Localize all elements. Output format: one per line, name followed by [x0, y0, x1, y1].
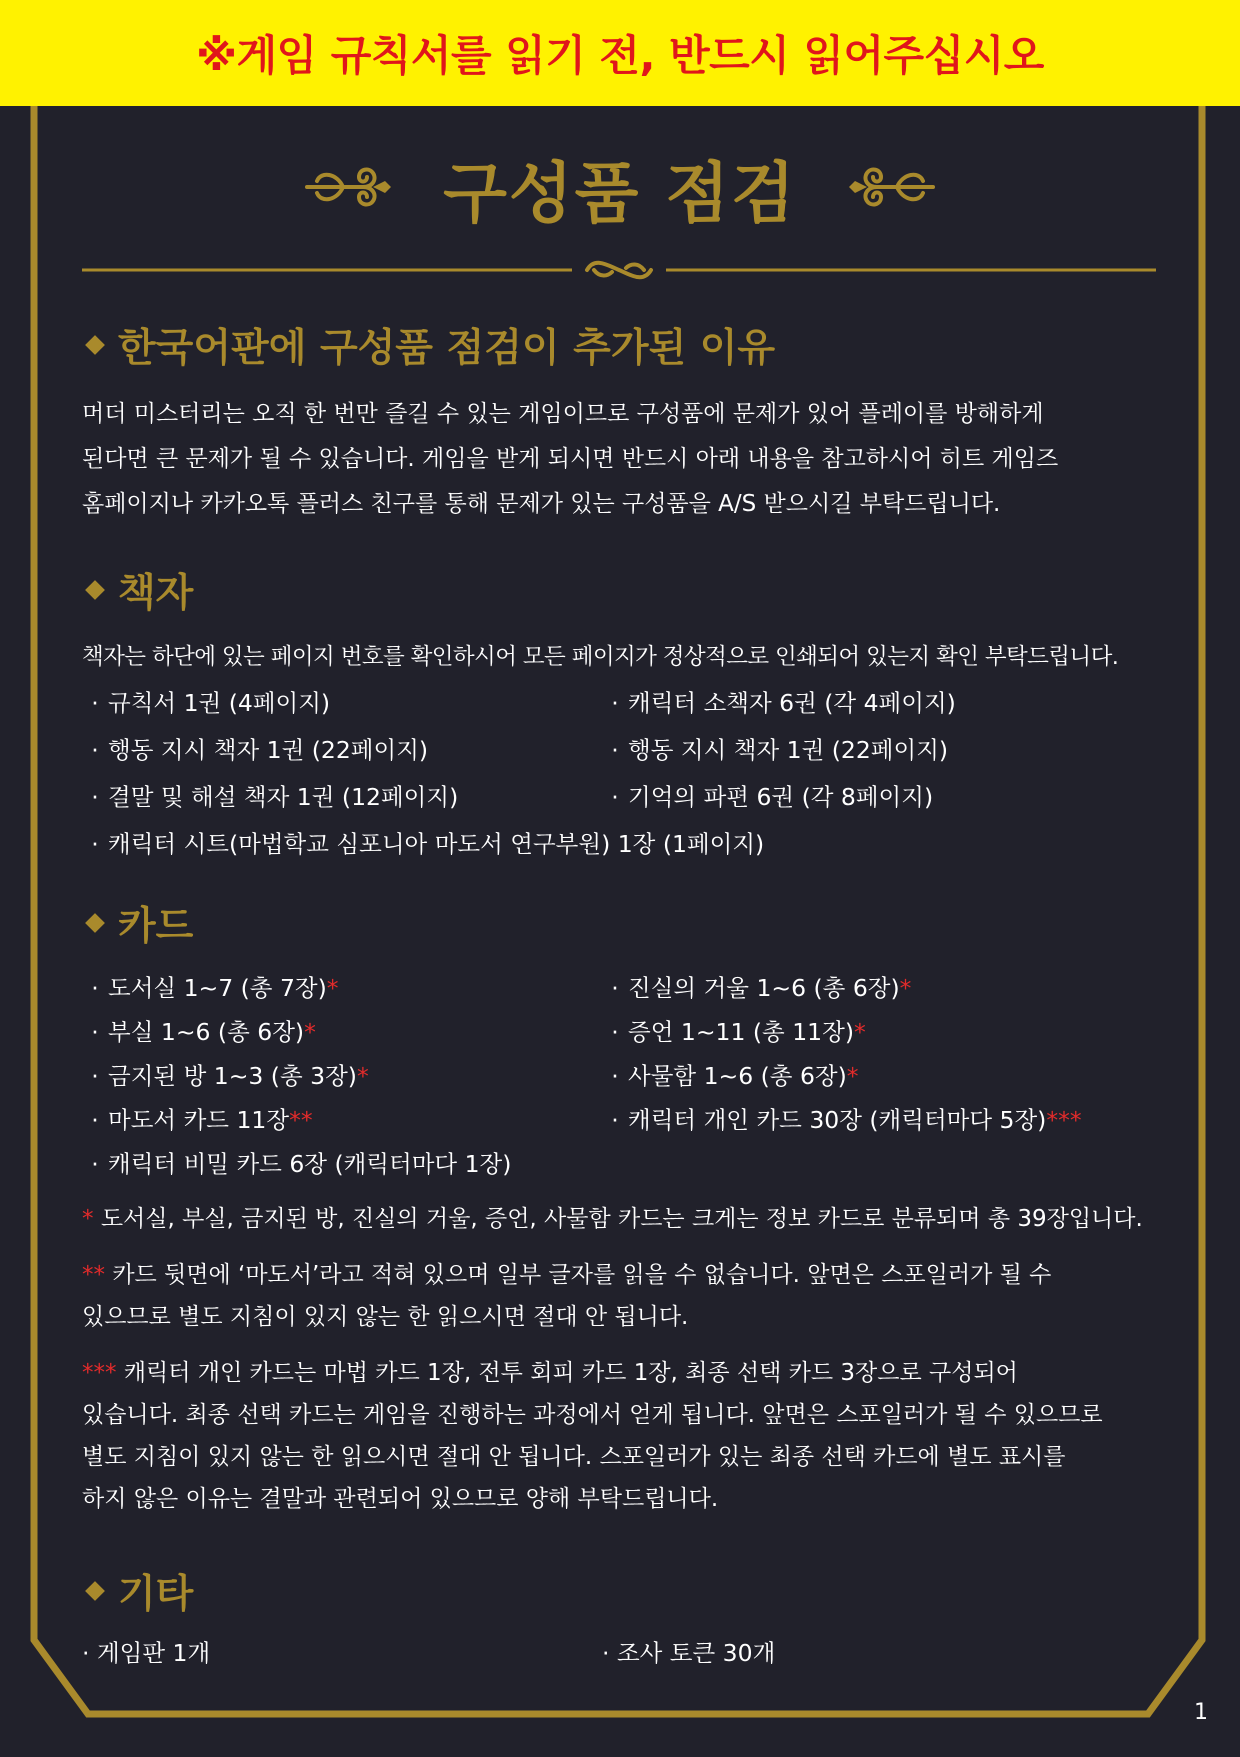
list-item: · 행동 지시 책자 1권 (22페이지) [611, 736, 949, 764]
footnote-text: 캐릭터 개인 카드는 마법 카드 1장, 전투 회피 카드 1장, 최종 선택 카드 3장으로 구성되어 [123, 1360, 1018, 1386]
heading-text: 카드 [118, 904, 194, 949]
footnote-text: 하지 않은 이유는 결말과 관련되어 있으므로 양해 부탁드립니다. [82, 1486, 719, 1512]
heading-text: 책자 [118, 571, 194, 616]
section-heading-cards [82, 888, 1162, 958]
list-item: · 규칙서 1권 (4페이지) [91, 689, 331, 717]
footnote-text: 있습니다. 최종 선택 카드는 게임을 진행하는 과정에서 얻게 됩니다. 앞면은 스포일러가 될 수 있으므로 [82, 1402, 1103, 1428]
page-title: 구성품 점검 [443, 154, 797, 232]
right-flourish-icon [847, 157, 937, 217]
heading-text: 한국어판에 구성품 점검이 추가된 이유 [118, 326, 776, 371]
list-item: · 게임판 1개 [82, 1639, 211, 1667]
diamond-bullet-icon [85, 913, 105, 933]
footnote-triple [82, 1352, 1162, 1520]
diamond-bullet-icon [85, 1581, 105, 1601]
warning-banner [0, 0, 1240, 106]
intro-paragraph [82, 392, 1162, 527]
section-heading-etc [82, 1556, 1162, 1626]
list-item: · 결말 및 해설 책자 1권 (12페이지) [91, 783, 459, 811]
footnote-mark: * [82, 1206, 94, 1232]
footnote-text: 있으므로 별도 지침이 있지 않는 한 읽으시면 절대 안 됩니다. [82, 1304, 689, 1330]
list-item: · 사물함 1~6 (총 6장) * [611, 1062, 859, 1090]
footnote-single [82, 1198, 1162, 1240]
footnote-mark: *** [82, 1360, 117, 1386]
booklets-list [82, 680, 1162, 868]
diamond-bullet-icon [85, 580, 105, 600]
footnote-text: 별도 지침이 있지 않는 한 읽으시면 절대 안 됩니다. 스포일러가 있는 최종 선택 카드에 별도 표시를 [82, 1444, 1066, 1470]
section-heading-booklets [82, 555, 1162, 625]
left-flourish-icon [303, 157, 393, 217]
footnote-double [82, 1254, 1162, 1338]
intro-line: 머더 미스터리는 오직 한 번만 즐길 수 있는 게임이므로 구성품에 문제가 있어 플레이를 방해하게 [82, 401, 1044, 427]
footnote-mark: ** [82, 1262, 105, 1288]
content [82, 310, 1162, 1676]
intro-line: 홈페이지나 카카오톡 플러스 친구를 통해 문제가 있는 구성품을 A/S 받으시길 부탁드립니다. [82, 491, 1001, 517]
list-item: · 진실의 거울 1~6 (총 6장) * [611, 974, 912, 1002]
list-item: · 조사 토큰 30개 [602, 1639, 776, 1667]
footnote-text: 도서실, 부실, 금지된 방, 진실의 거울, 증언, 사물함 카드는 크게는 정보 카드로 분류되며 총 39장입니다. [100, 1206, 1143, 1232]
page-number: 1 [1194, 1700, 1208, 1725]
diamond-bullet-icon [85, 335, 105, 355]
list-item: · 도서실 1~7 (총 7장) * [91, 974, 339, 1002]
list-item: · 행동 지시 책자 1권 (22페이지) [91, 736, 429, 764]
warning-banner-text: ※게임 규칙서를 읽기 전, 반드시 읽어주십시오 [196, 31, 1044, 80]
list-item: · 캐릭터 개인 카드 30장 (캐릭터마다 5장) *** [611, 1106, 1082, 1134]
list-item: · 캐릭터 비밀 카드 6장 (캐릭터마다 1장) [91, 1150, 512, 1178]
section-heading-intro [82, 310, 1162, 380]
heading-text: 기타 [118, 1572, 194, 1617]
list-item: · 캐릭터 소책자 6권 (각 4페이지) [611, 689, 956, 717]
list-item: · 기억의 파편 6권 (각 8페이지) [611, 783, 934, 811]
booklets-description: 책자는 하단에 있는 페이지 번호를 확인하시어 모든 페이지가 정상적으로 인쇄되어 있는지 확인 부탁드립니다. [82, 644, 1119, 670]
etc-list [82, 1630, 1162, 1676]
list-item: · 마도서 카드 11장 ** [91, 1106, 313, 1134]
intro-line: 된다면 큰 문제가 될 수 있습니다. 게임을 받게 되시면 반드시 아래 내용을 참고하시어 히트 게임즈 [82, 446, 1059, 472]
footnote-text: 카드 뒷면에 ‘마도서’라고 적혀 있으며 일부 글자를 읽을 수 없습니다. 앞면은 스포일러가 될 수 [112, 1262, 1052, 1288]
cards-list [82, 966, 1162, 1186]
list-item: · 부실 1~6 (총 6장) * [91, 1018, 316, 1046]
list-item: · 캐릭터 시트(마법학교 심포니아 마도서 연구부원) 1장 (1페이지) [91, 830, 765, 858]
title-row [0, 132, 1240, 242]
list-item: · 증언 1~11 (총 11장) * [611, 1018, 866, 1046]
list-item: · 금지된 방 1~3 (총 3장) * [91, 1062, 369, 1090]
title-divider [82, 255, 1156, 285]
